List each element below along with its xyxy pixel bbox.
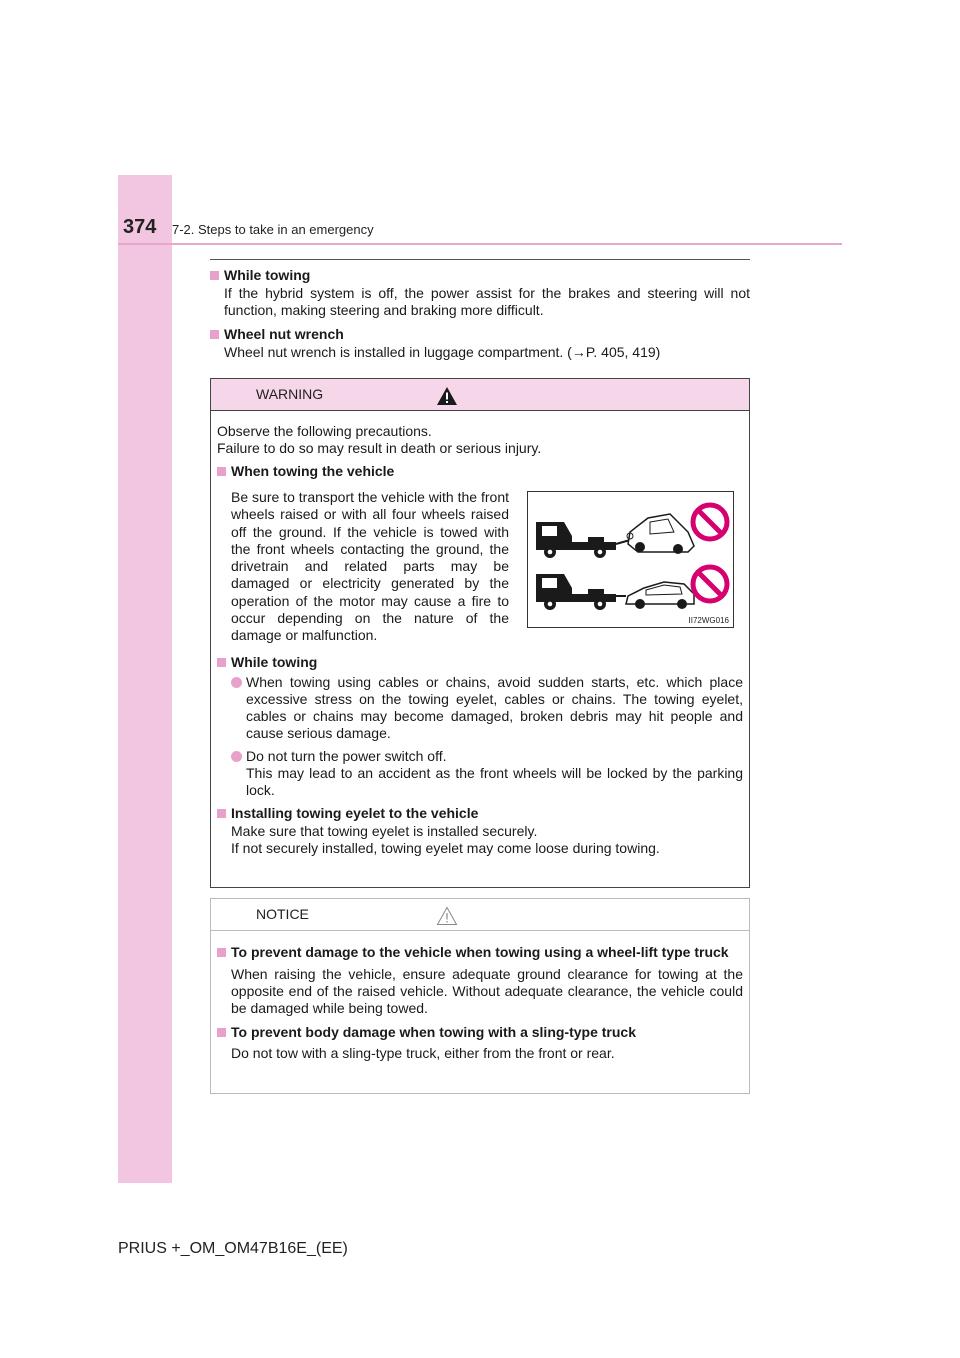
footer-model-code: PRIUS +_OM_OM47B16E_(EE) xyxy=(118,1240,348,1257)
towing-illustration xyxy=(527,491,734,628)
tow-truck-illustration xyxy=(528,492,733,627)
notice-body xyxy=(211,931,749,1062)
while-towing-heading: While towing xyxy=(210,266,750,285)
sling-heading: To prevent body damage when towing with a sling-type truck xyxy=(217,1023,743,1042)
while-towing-text: If the hybrid system is off, the power assist for the brakes and steering will not function, making steering and braking more difficult. xyxy=(224,285,750,318)
tow-truck-top xyxy=(536,514,694,558)
round-bullet-icon xyxy=(231,677,242,688)
warning-while-towing-heading: While towing xyxy=(217,653,743,672)
square-bullet-icon xyxy=(210,330,219,339)
sling-text: Do not tow with a sling-type truck, either from the front or rear. xyxy=(231,1045,615,1061)
warning-triangle-icon xyxy=(436,386,458,406)
square-bullet-icon xyxy=(217,658,226,667)
warning-intro-line2: Failure to do so may result in death or serious injury. xyxy=(217,440,542,456)
section-divider xyxy=(210,259,750,260)
wheel-lift-heading: To prevent damage to the vehicle when towing using a wheel-lift type truck xyxy=(217,943,743,962)
tow-truck-bottom xyxy=(536,574,694,610)
intro-section xyxy=(210,266,750,361)
towing-vehicle-heading: When towing the vehicle xyxy=(217,462,743,481)
notice-header xyxy=(211,899,749,931)
towing-vehicle-text: Be sure to transport the vehicle with the front wheels raised or with all four wheels raised off the ground. If the vehicle is towed with the front wheels contacting the ground, the drivetrain and related parts may be damaged or electricity generated by the operation of the motor may cause a fire to occur depending on the nature of the damage or malfunction. xyxy=(231,489,509,644)
round-bullet-icon xyxy=(231,751,242,762)
square-bullet-icon xyxy=(217,809,226,818)
wheel-lift-text: When raising the vehicle, ensure adequate ground clearance for towing at the opposite end of the raised vehicle. Without adequate clearance, the vehicle could be damaged while being towed. xyxy=(231,966,743,1016)
square-bullet-icon xyxy=(217,467,226,476)
eyelet-line2: If not securely installed, towing eyelet may come loose during towing. xyxy=(231,839,660,856)
square-bullet-icon xyxy=(217,948,226,957)
square-bullet-icon xyxy=(217,1028,226,1037)
figure-code: II72WG016 xyxy=(688,616,729,625)
warning-title: WARNING xyxy=(256,386,324,402)
header-rule xyxy=(118,243,842,245)
page-number: 374 xyxy=(123,216,157,238)
wheel-nut-text: Wheel nut wrench is installed in luggage compartment. (→P. 405, 419) xyxy=(224,344,661,360)
warning-header xyxy=(211,379,749,411)
eyelet-heading: Installing towing eyelet to the vehicle xyxy=(217,804,743,823)
warning-bullet-2: Do not turn the power switch off. This may lead to an accident as the front wheels will be locked by the parking lock. xyxy=(217,748,743,799)
eyelet-line1: Make sure that towing eyelet is installed securely. xyxy=(231,822,538,839)
warning-body xyxy=(211,411,749,857)
warning-bullet-1: When towing using cables or chains, avoid sudden starts, etc. which place excessive stress on the towing eyelet, cables or chains. The towing eyelet, cables or chains may become damaged, broken debris may hit people and cause serious damage. xyxy=(217,674,743,742)
section-title: 7-2. Steps to take in an emergency xyxy=(172,222,374,237)
square-bullet-icon xyxy=(210,271,219,280)
notice-triangle-icon xyxy=(436,906,458,926)
notice-box xyxy=(210,898,750,1094)
warning-box xyxy=(210,378,750,888)
wheel-nut-heading: Wheel nut wrench xyxy=(210,325,750,344)
warning-intro-line1: Observe the following precautions. xyxy=(217,423,432,439)
notice-title: NOTICE xyxy=(256,906,309,922)
chapter-side-band xyxy=(118,175,172,1183)
